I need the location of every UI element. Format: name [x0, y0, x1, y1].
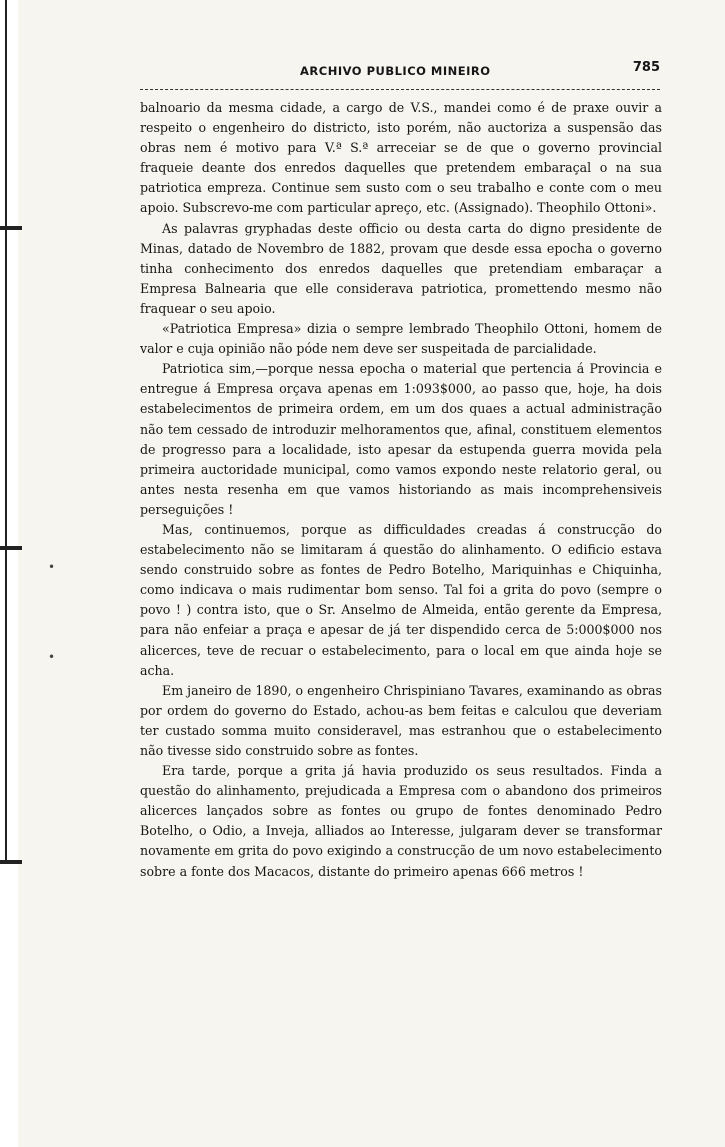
running-title: ARCHIVO PUBLICO MINEIRO — [300, 64, 491, 78]
margin-mark: • — [48, 650, 56, 664]
margin-mark: • — [48, 560, 56, 574]
paragraph: balnoario da mesma cidade, a cargo de V.S., mandei como é de praxe ouvir a respeito o engenheiro do districto, isto porém, não auctoriza a suspensão das obras nem é motivo para V.ª S.ª arreceiar se de que o governo provincial fraqueie deante dos enredos daquelles que pretendem embaraçal o na sua patriotica empreza. Continue sem susto com o seu trabalho e conte com o meu apoio. Subscrevo-me com particular apreço, etc. (Assignado). Theophilo Ottoni». — [140, 100, 662, 216]
scan-edge — [0, 0, 18, 1147]
binding-line — [5, 0, 7, 860]
paragraph: Mas, continuemos, porque as difficuldades creadas á construcção do estabelecimento não se limitaram á questão do alinhamento. O edificio estava sendo construido sobre as fontes de Pedro Botelho, Mariquinhas e Chiquinha, como indicava o mais rudimentar bom senso. Tal foi a grita do povo (sempre o povo ! ) contra isto, que o Sr. Anselmo de Almeida, então gerente da Empresa, para não enfeiar a praça e apesar de já ter dispendido cerca de 5:000$000 nos alicerces, teve de recuar o estabelecimento, para o local em que ainda hoje se acha. — [140, 521, 662, 678]
body-text — [140, 98, 662, 882]
paragraph: «Patriotica Empresa» dizia o sempre lembrado Theophilo Ottoni, homem de valor e cuja opinião não póde nem deve ser suspeitada de parcialidade. — [140, 321, 662, 357]
binding-tick — [0, 546, 22, 550]
binding-tick — [0, 226, 22, 230]
paragraph: As palavras gryphadas deste officio ou desta carta do digno presidente de Minas, datado de Novembro de 1882, provam que desde essa epocha o governo tinha conhecimento dos enredos daquelles que pretendiam embaraçar a Empresa Balnearia que elle considerava patriotica, promettendo mesmo não fraquear o seu apoio. — [140, 220, 662, 316]
binding-tick — [0, 860, 22, 864]
page-header — [140, 60, 660, 82]
paragraph: Em janeiro de 1890, o engenheiro Chrispiniano Tavares, examinando as obras por ordem do governo do Estado, achou-as bem feitas e calculou que deveriam ter custado somma muito consideravel, mas estranhou que o estabelecimento não tivesse sido construido sobre as fontes. — [140, 682, 662, 758]
paragraph: Era tarde, porque a grita já havia produzido os seus resultados. Finda a questão do alinhamento, prejudicada a Empresa com o abandono dos primeiros alicerces lançados sobre as fontes ou grupo de fontes denominado Pedro Botelho, o Odio, a Inveja, alliados ao Interesse, julgaram dever se transformar novamente em grita do povo exigindo a construcção de um novo estabelecimento sobre a fonte dos Macacos, distante do primeiro apenas 666 metros ! — [140, 763, 662, 879]
page-number: 785 — [632, 60, 660, 75]
header-rule — [140, 89, 660, 90]
paragraph: Patriotica sim,—porque nessa epocha o material que pertencia á Provincia e entregue á Empresa orçava apenas em 1:093$000, ao passo que, hoje, ha dois estabelecimentos de primeira ordem, em um dos quaes a actual administração não tem cessado de introduzir melhoramentos que, afinal, constituem elementos de progresso para a localidade, isto apesar da estupenda guerra movida pela primeira auctoridade municipal, como vamos expondo neste relatorio geral, ou antes nesta resenha em que vamos historiando as mais incomprehensiveis perseguições ! — [140, 361, 662, 517]
